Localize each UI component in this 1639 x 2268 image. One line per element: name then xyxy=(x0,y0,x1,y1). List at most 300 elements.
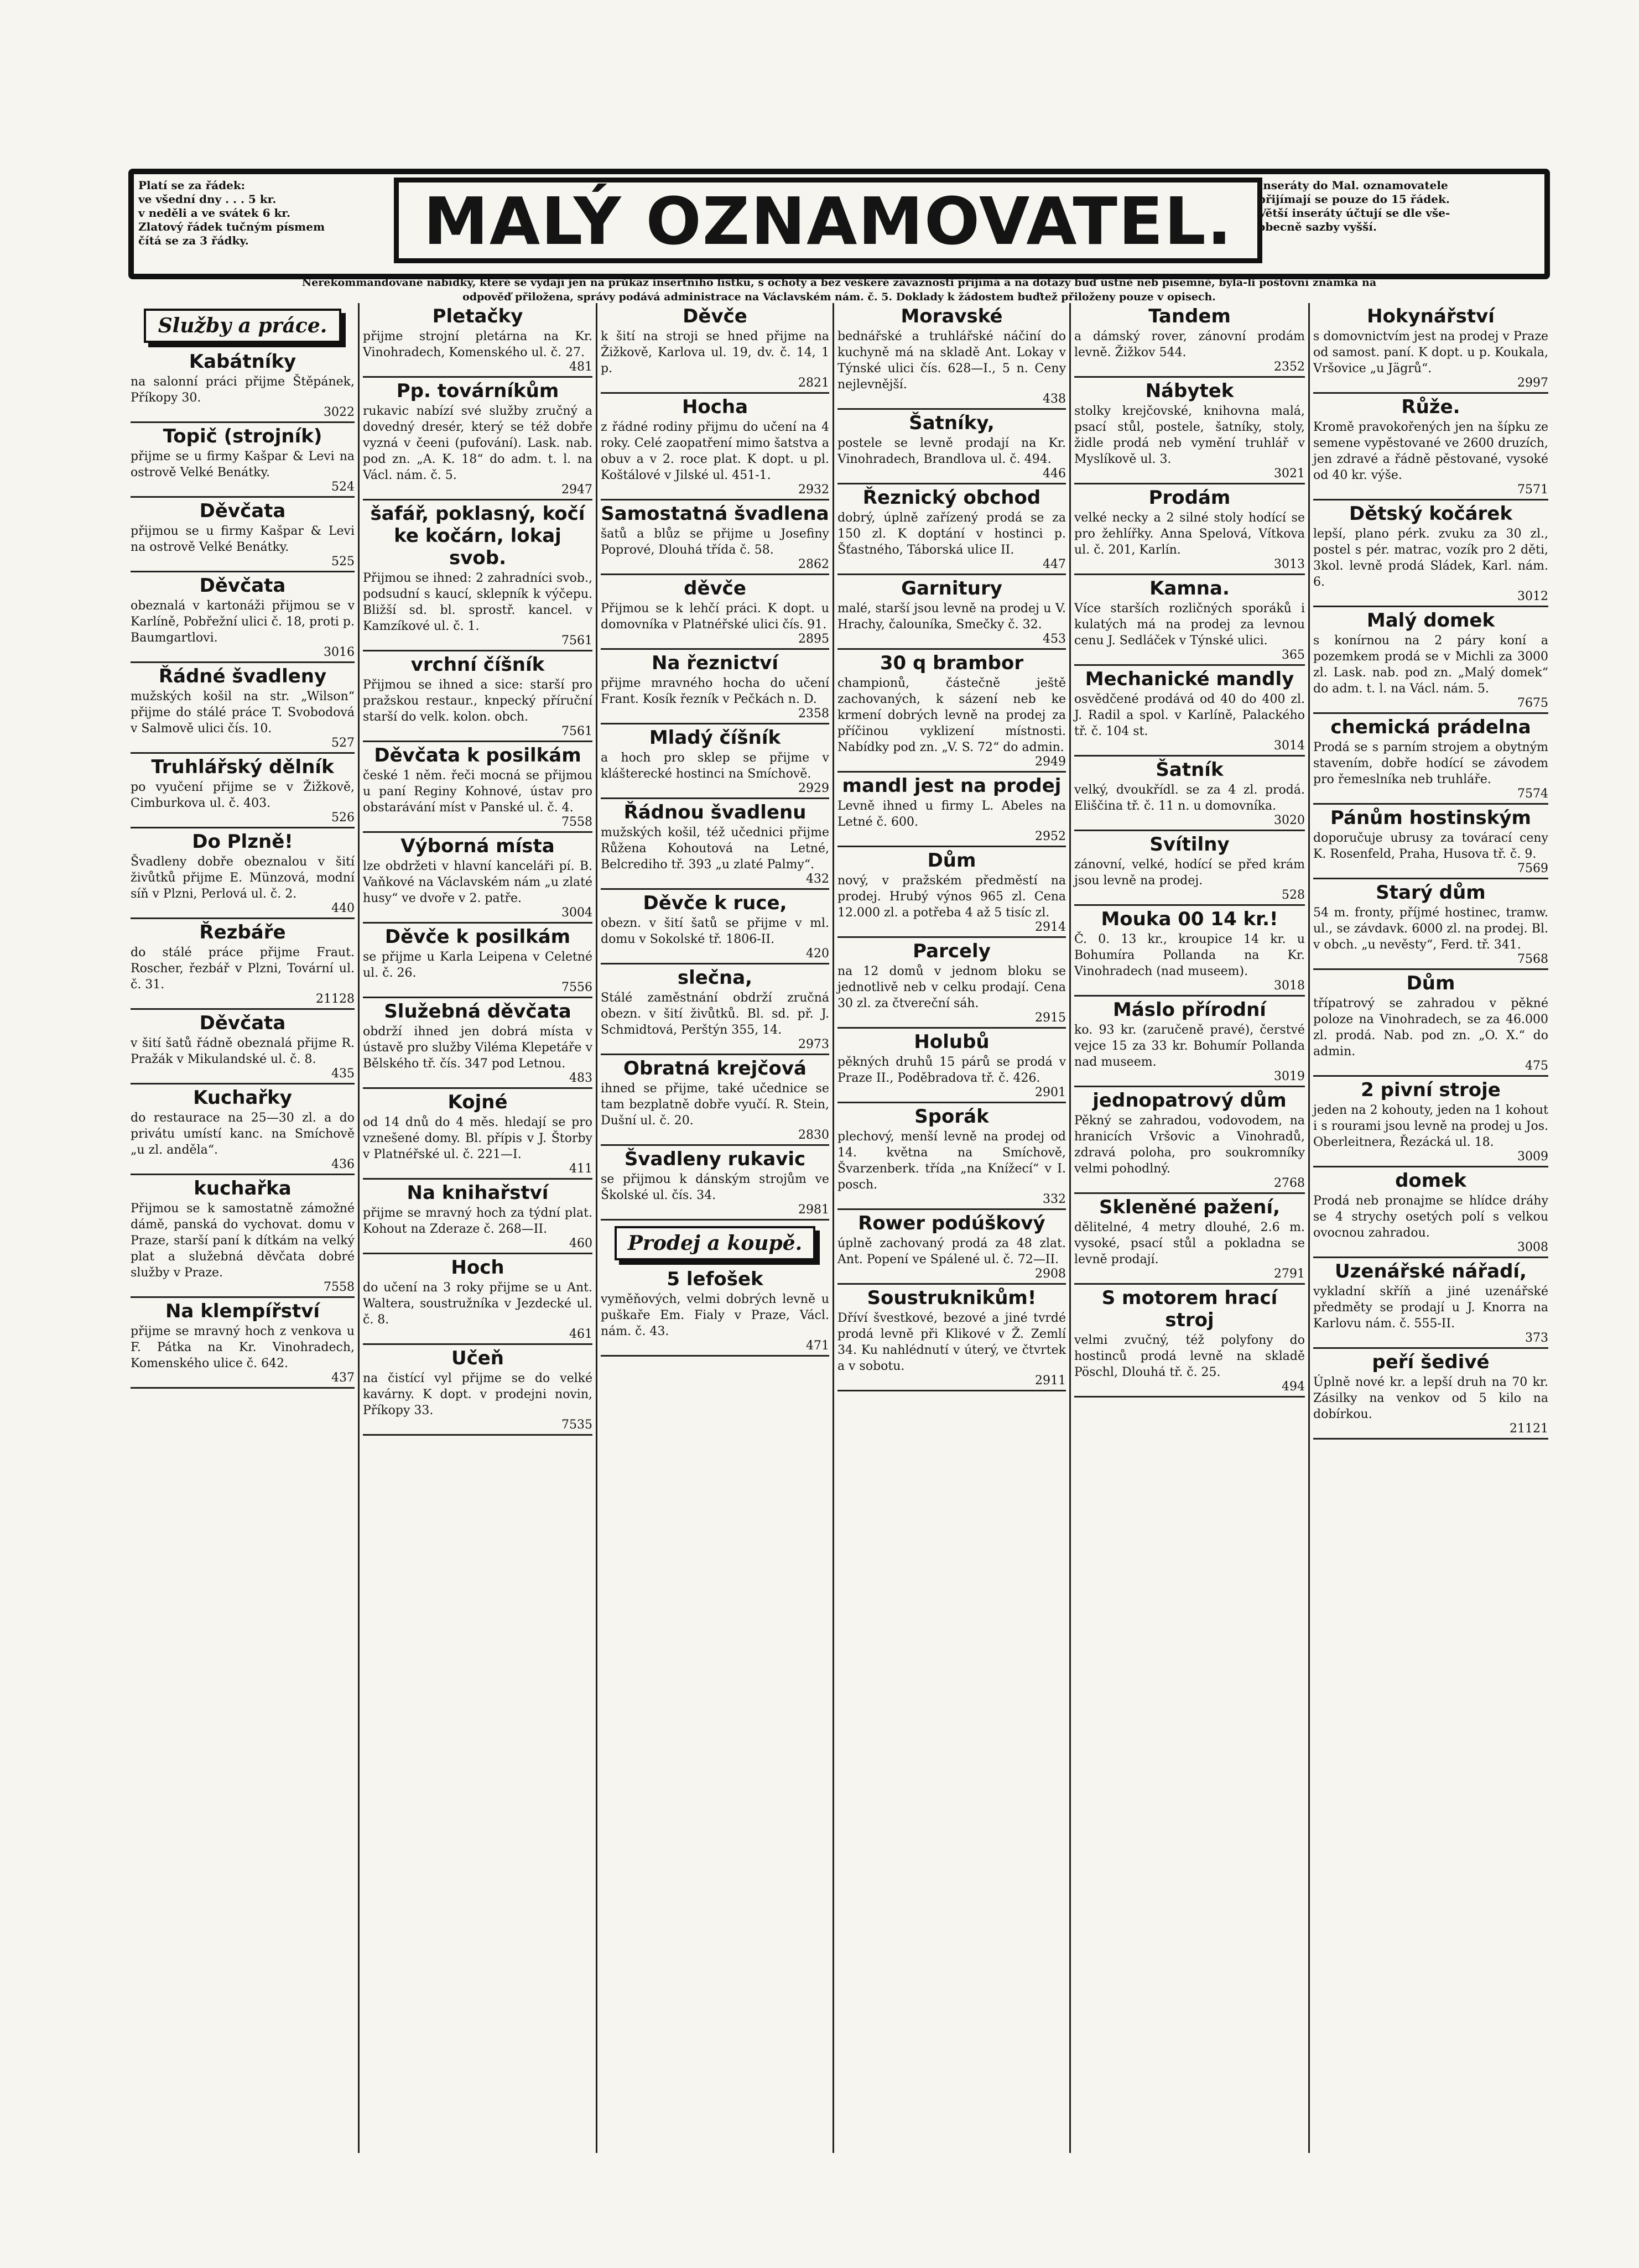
ad-headline: Moravské xyxy=(901,305,1003,327)
ad-number: 447 xyxy=(1043,557,1066,571)
classified-ad xyxy=(1313,607,1548,714)
ad-text: bednářské a truhlářské náčiní do kuchyně má na skladě Ant. Lokay v Týnské ulici čís. 628—I., 5 n. Ceny nejlevnější. xyxy=(837,330,1066,392)
ad-headline: Kuchařky xyxy=(193,1087,292,1109)
ad-number: 2915 xyxy=(1035,1011,1066,1025)
ad-number: 7556 xyxy=(561,981,592,994)
ad-headline: Řezbáře xyxy=(199,921,286,943)
classified-ad xyxy=(131,919,355,1010)
ad-number: 7558 xyxy=(324,1280,355,1294)
ad-number: 527 xyxy=(331,736,355,750)
ad-headline: Malý domek xyxy=(1366,609,1495,632)
ad-text: Více starších rozličných sporáků i kulatých má na prodej za levnou cenu J. Sedláček v Týnské ulici. xyxy=(1074,602,1305,648)
ad-number: 475 xyxy=(1525,1059,1548,1073)
classified-ad xyxy=(1313,1167,1548,1258)
classified-ad xyxy=(1074,831,1305,906)
classified-ad xyxy=(1074,1087,1305,1194)
header-box xyxy=(128,169,1550,279)
ad-headline: Na řeznictví xyxy=(652,652,778,674)
ad-headline: Děvče k ruce, xyxy=(643,892,787,914)
ad-headline: chemická prádelna xyxy=(1330,716,1531,738)
ad-headline: Mouka 00 14 kr.! xyxy=(1101,908,1278,930)
ad-headline: Na klempířství xyxy=(165,1300,320,1322)
ad-column xyxy=(597,303,834,2153)
ad-number: 7675 xyxy=(1517,696,1548,710)
ad-number: 2352 xyxy=(1274,360,1305,374)
classified-ad xyxy=(1074,378,1305,484)
ad-number: 3022 xyxy=(324,405,355,419)
classified-ad xyxy=(601,799,829,890)
classified-ad xyxy=(601,1055,829,1146)
ad-text: na čistící vyl přijme se do velké kavárny. K dopt. v prodejni novin, Příkopy 33. xyxy=(363,1372,592,1417)
ad-text: do restaurace na 25—30 zl. a do privátu umístí kanc. na Smíchově „u zl. anděla“. xyxy=(131,1111,355,1157)
rules-line: Inseráty do Mal. oznamovatele xyxy=(1258,179,1448,192)
classified-ad xyxy=(1313,500,1548,607)
ad-number: 483 xyxy=(569,1071,592,1085)
price-line: Zlatový řádek tučným písmem xyxy=(138,220,325,233)
ad-text: ihned se přijme, také učednice se tam bezplatně dobře vyučí. R. Stein, Dušní ul. č. 20. xyxy=(601,1082,829,1128)
ad-headline: Topič (strojník) xyxy=(163,425,322,447)
ad-headline: slečna, xyxy=(677,967,753,989)
classified-ad xyxy=(131,348,355,423)
ad-number: 7571 xyxy=(1517,483,1548,497)
ad-text: malé, starší jsou levně na prodej u V. Hrachy, čalouníka, Smečky č. 32. xyxy=(837,602,1066,632)
classified-ad xyxy=(1313,714,1548,805)
ad-number: 2895 xyxy=(798,632,829,646)
ad-number: 3018 xyxy=(1274,979,1305,993)
ad-text: Č. 0. 13 kr., kroupice 14 kr. u Bohumíra Pollanda na Kr. Vinohradech (nad museem). xyxy=(1074,932,1305,978)
price-line: ve všední dny . . . 5 kr. xyxy=(138,192,277,206)
ad-number: 2908 xyxy=(1035,1267,1066,1281)
classified-ad xyxy=(837,1103,1066,1210)
classified-ad xyxy=(837,847,1066,938)
ad-text: z řádné rodiny přijmu do učení na 4 roky. Celé zaopatření mimo šatstva a obuv a v 2. roce plat. K dopt. u pl. Koštálové v Jilské ul. 451-1. xyxy=(601,420,829,482)
price-line: Platí se za řádek: xyxy=(138,179,246,192)
classified-ad xyxy=(131,754,355,828)
classified-ad xyxy=(1313,1349,1548,1440)
classified-ad xyxy=(837,1029,1066,1103)
ad-text: k šití na stroji se hned přijme na Žižkově, Karlova ul. 19, dv. č. 14, 1 p. xyxy=(601,330,829,376)
ad-headline: Sporák xyxy=(914,1106,989,1128)
header-price-box xyxy=(138,179,382,248)
ad-number: 2901 xyxy=(1035,1086,1066,1099)
ad-headline: Řeznický obchod xyxy=(862,487,1041,509)
classified-ad xyxy=(363,378,592,500)
ad-number: 3008 xyxy=(1517,1240,1548,1254)
ad-number: 494 xyxy=(1282,1380,1305,1394)
ad-text: obdrží ihned jen dobrá místa v ústavě pro služby Viléma Klepetáře v Bělského tř. čís. 347 pod Letnou. xyxy=(363,1025,592,1071)
ad-number: 2358 xyxy=(798,707,829,721)
ad-headline: Skleněné pažení, xyxy=(1099,1196,1281,1218)
ad-headline: 30 q brambor xyxy=(880,652,1024,674)
ad-headline: Děvčata xyxy=(199,1012,286,1034)
ad-number: 446 xyxy=(1043,467,1066,481)
ad-number: 3009 xyxy=(1517,1150,1548,1164)
ad-text: se přijmou k dánským strojům ve Školské ul. čís. 34. xyxy=(601,1172,829,1202)
classified-ad xyxy=(363,1180,592,1254)
ad-number: 525 xyxy=(331,555,355,569)
ad-number: 2768 xyxy=(1274,1176,1305,1190)
classified-ad xyxy=(1074,997,1305,1087)
classified-ad xyxy=(837,575,1066,650)
classified-ad xyxy=(131,1010,355,1085)
ad-number: 432 xyxy=(806,872,829,886)
classified-ad xyxy=(1074,906,1305,997)
ad-number: 2791 xyxy=(1274,1267,1305,1281)
ad-headline: Samostatná švadlena xyxy=(601,503,829,525)
ad-number: 7535 xyxy=(561,1418,592,1432)
ad-number: 3013 xyxy=(1274,557,1305,571)
classified-ad xyxy=(131,663,355,754)
ad-text: velké necky a 2 silné stoly hodící se pro žehlířky. Anna Spelová, Vítkova ul. č. 201, Karlín. xyxy=(1074,511,1305,557)
ad-text: velký, dvoukřídl. se za 4 zl. prodá. Eliščina tř. č. 11 n. u domovníka. xyxy=(1074,783,1305,813)
ad-text: a dámský rover, zánovní prodám levně. Žižkov 544. xyxy=(1074,330,1305,359)
ad-text: na 12 domů v jednom bloku se jednotlivě neb v celku prodají. Cena 30 zl. za čtvereční sáh. xyxy=(837,964,1066,1010)
ad-headline: Děvče xyxy=(683,305,747,327)
ad-text: v šití šatů řádně obeznalá přijme R. Pražák v Mikulandské ul. č. 8. xyxy=(131,1036,355,1066)
classified-ad xyxy=(837,938,1066,1029)
ad-number: 7558 xyxy=(561,815,592,829)
ad-headline: 5 lefošek xyxy=(667,1268,763,1290)
ad-text: třípatrový se zahradou v pěkné poloze na Vinohradech, se za 46.000 zl. prodá. Nab. pod zn. „O. X.“ do admin. xyxy=(1313,997,1548,1059)
ad-text: přijme se mravný hoch z venkova u F. Pátka na Kr. Vinohradech, Komenského ulice č. 642. xyxy=(131,1325,355,1370)
ad-headline: Děvčata xyxy=(199,500,286,522)
section-heading-sales: Prodej a koupě. xyxy=(615,1226,815,1260)
ad-number: 2929 xyxy=(798,781,829,795)
ad-text: po vyučení přijme se v Žižkově, Cimburkova ul. č. 403. xyxy=(131,780,355,810)
ad-text: dobrý, úplně zařízený prodá se za 150 zl. K doptání v hostinci p. Šťastného, Táborská ulice II. xyxy=(837,511,1066,557)
ad-text: ko. 93 kr. (zaručeně pravé), čerstvé vejce 15 za 33 kr. Bohumír Pollanda nad museem. xyxy=(1074,1023,1305,1069)
classified-ad xyxy=(1074,666,1305,757)
classified-ad xyxy=(601,575,829,650)
ad-number: 420 xyxy=(806,947,829,961)
classified-ad xyxy=(363,303,592,378)
ad-headline: Pletačky xyxy=(432,305,523,327)
ad-number: 461 xyxy=(569,1327,592,1341)
ad-text: šatů a blůz se přijme u Josefiny Poprové, Dlouhá třída č. 58. xyxy=(601,527,829,557)
ad-headline: domek xyxy=(1395,1170,1466,1192)
ad-number: 2830 xyxy=(798,1128,829,1142)
ad-number: 2973 xyxy=(798,1037,829,1051)
ad-headline: Kamna. xyxy=(1149,577,1230,599)
classified-ad xyxy=(1074,1285,1305,1398)
ad-text: jeden na 2 kohouty, jeden na 1 kohout i s rourami jsou levně na prodej u Jos. Oberleitnera, Řezácká ul. 18. xyxy=(1313,1103,1548,1149)
ad-headline: Šatník xyxy=(1156,759,1224,781)
ad-headline: Do Plzně! xyxy=(192,831,293,853)
ad-headline: Nábytek xyxy=(1145,380,1234,402)
ad-number: 21128 xyxy=(316,992,355,1006)
ad-number: 440 xyxy=(331,901,355,915)
ad-headline: Soustruknikům! xyxy=(867,1287,1037,1309)
classified-ad xyxy=(601,1146,829,1221)
ad-number: 3012 xyxy=(1517,590,1548,603)
ad-number: 411 xyxy=(569,1162,592,1176)
ad-text: rukavic nabízí své služby zručný a dovedný dresér, který se též dobře vyzná v čeeni (pufování). Lask. nab. pod zn. „A. K. 18“ do adm. t. l. na Václ. nám. č. 5. xyxy=(363,404,592,482)
ad-number: 437 xyxy=(331,1371,355,1385)
ad-headline: S motorem hrací stroj xyxy=(1101,1287,1278,1331)
classified-ad xyxy=(1313,1077,1548,1167)
ad-number: 3016 xyxy=(324,645,355,659)
classified-ad xyxy=(601,500,829,575)
ad-headline: Dům xyxy=(927,849,976,872)
ad-number: 7561 xyxy=(561,724,592,738)
ad-text: přijme strojní pletárna na Kr. Vinohradech, Komenského ul. č. 27. xyxy=(363,330,592,359)
ad-headline: Garnitury xyxy=(901,577,1002,599)
classified-ad xyxy=(601,724,829,799)
ad-text: na salonní práci přijme Štěpánek, Příkopy 30. xyxy=(131,375,355,405)
ad-headline: Služebná děvčata xyxy=(384,1000,571,1023)
ad-headline: Pp. továrníkům xyxy=(396,380,559,402)
classified-ad xyxy=(837,484,1066,575)
classified-ad xyxy=(131,1085,355,1175)
ad-number: 481 xyxy=(569,360,592,374)
ad-number: 21121 xyxy=(1510,1422,1548,1436)
rules-line: Větší inseráty účtují se dle vše- xyxy=(1258,206,1450,220)
ad-headline: Výborná místa xyxy=(400,835,555,857)
ad-number: 438 xyxy=(1043,392,1066,406)
classified-ad xyxy=(1074,484,1305,575)
ad-text: Kromě pravokořených jen na šípku ze semene vypěstované ve 2600 druzích, jen zdravé a řádně pěstované, vysoké od 40 kr. výše. xyxy=(1313,420,1548,482)
ad-number: 3019 xyxy=(1274,1070,1305,1083)
ad-number: 7569 xyxy=(1517,862,1548,875)
ad-text: doporučuje ubrusy za továrací ceny K. Rosenfeld, Praha, Husova tř. č. 9. xyxy=(1313,831,1548,861)
ad-headline: Dům xyxy=(1406,972,1455,994)
ad-headline: vrchní číšník xyxy=(410,654,545,676)
ad-headline: Starý dům xyxy=(1376,882,1486,904)
classified-ad xyxy=(363,1254,592,1345)
section-heading-services: Služby a práce. xyxy=(144,309,341,343)
ad-number: 471 xyxy=(806,1339,829,1353)
price-line: čítá se za 3 řádky. xyxy=(138,234,249,247)
ad-headline: 2 pivní stroje xyxy=(1361,1079,1501,1101)
ad-number: 2911 xyxy=(1035,1374,1066,1388)
ad-text: 54 m. fronty, příjmé hostinec, tramw. ul., se závdavk. 6000 zl. na prodej. Bl. v obch. „u nevěsty“, Ferd. tř. 341. xyxy=(1313,906,1548,952)
classified-ad xyxy=(363,998,592,1089)
ad-text: přijme se u firmy Kašpar & Levi na ostrově Velké Benátky. xyxy=(131,450,355,479)
ad-headline: mandl jest na prodej xyxy=(842,775,1062,797)
classified-ad xyxy=(1074,1194,1305,1285)
classified-ad xyxy=(1313,1258,1548,1349)
ad-text: obezn. v šití šatů se přijme v ml. domu v Sokolské tř. 1806-II. xyxy=(601,916,829,946)
classified-ad xyxy=(1074,303,1305,378)
classified-ad xyxy=(131,1175,355,1298)
ad-headline: Kojné xyxy=(448,1091,508,1113)
ad-headline: Švadleny rukavic xyxy=(624,1148,806,1170)
ad-number: 7574 xyxy=(1517,787,1548,801)
ad-number: 7561 xyxy=(561,634,592,648)
classified-ad xyxy=(131,498,355,572)
ad-number: 2981 xyxy=(798,1203,829,1217)
ad-headline: Tandem xyxy=(1148,305,1231,327)
ad-text: vyměňových, velmi dobrých levně u puškaře Em. Fialy v Praze, Václ. nám. č. 43. xyxy=(601,1292,829,1338)
rules-line: přijímají se pouze do 15 řádek. xyxy=(1258,192,1450,206)
ad-number: 453 xyxy=(1043,632,1066,646)
ad-headline: Parcely xyxy=(913,940,991,962)
ad-headline: Mladý číšník xyxy=(649,727,781,749)
ad-column xyxy=(1310,303,1552,2153)
ad-headline: Pánům hostinským xyxy=(1330,807,1531,829)
ad-number: 3021 xyxy=(1274,467,1305,481)
ad-text: zánovní, velké, hodící se před krám jsou levně na prodej. xyxy=(1074,858,1305,888)
ad-headline: Hoch xyxy=(451,1256,504,1279)
ad-headline: Děvčata k posilkám xyxy=(374,744,581,767)
classified-ad xyxy=(363,924,592,998)
ad-headline: Učeň xyxy=(451,1347,504,1369)
ad-headline: Truhlářský dělník xyxy=(151,756,334,778)
ad-number: 436 xyxy=(331,1158,355,1171)
ad-text: dělitelné, 4 metry dlouhé, 2.6 m. vysoké, psací stůl a pokladna se levně prodají. xyxy=(1074,1221,1305,1266)
classified-ad xyxy=(1074,575,1305,666)
ad-headline: Dětský kočárek xyxy=(1349,503,1512,525)
classified-ad xyxy=(837,773,1066,847)
ad-headline: peří šedivé xyxy=(1372,1351,1490,1373)
ad-number: 2821 xyxy=(798,376,829,390)
notice-line: Nerekommandované nabídky, které se vydají jen na průkaz insertního lístku, s ochoty a bez veškeré závaznosti přijímá a na dotazy buď ústně neb písemně, byla-li poštovní známka na xyxy=(301,277,1377,289)
ad-number: 460 xyxy=(569,1237,592,1250)
ad-headline: Hokynářství xyxy=(1367,305,1495,327)
ad-text: postele se levně prodají na Kr. Vinohradech, Brandlova ul. č. 494. xyxy=(837,436,1066,466)
ad-text: Přijmou se k lehčí práci. K dopt. u domovníka v Platnéřské ulici čís. 91. xyxy=(601,602,829,632)
ad-headline: Hocha xyxy=(681,396,748,418)
ad-text: plechový, menší levně na prodej od 14. května na Smíchově, Švarzenberk. třída „na Knížecí“ v I. posch. xyxy=(837,1130,1066,1192)
ad-text: mužských košil na str. „Wilson“ přijme do stálé práce T. Svobodová v Salmově ulici čís. 10. xyxy=(131,690,355,736)
classified-ad xyxy=(363,500,592,651)
classified-ad xyxy=(837,303,1066,410)
classified-ad xyxy=(1313,879,1548,970)
classified-ad xyxy=(363,1345,592,1436)
ad-text: Přijmou se ihned: 2 zahradníci svob., podsudní s kaucí, sklepník k výčepu. Bližší sd. bl. sprostř. kancel. v Kamzíkové ul. č. 1. xyxy=(363,571,592,633)
classified-ad xyxy=(601,303,829,394)
ad-headline: jednopatrový dům xyxy=(1092,1089,1287,1112)
ad-number: 7568 xyxy=(1517,952,1548,966)
ad-text: stolky krejčovské, knihovna malá, psací stůl, postele, šatníky, stoly, židle prodá neb vymění truhlář v Myslíkově ul. 3. xyxy=(1074,404,1305,466)
ad-text: úplně zachovaný prodá za 48 zlat. Ant. Popení ve Spálené ul. č. 72—II. xyxy=(837,1237,1066,1266)
ad-text: Přijmou se ihned a sice: starší pro pražskou restaur., knpecký příruční starší do velk. kolon. obch. xyxy=(363,678,592,724)
ad-column xyxy=(360,303,597,2153)
ad-text: mužských košil, též učednici přijme Růžena Kohoutová na Letné, Belcrediho tř. 393 „u zlaté Palmy“. xyxy=(601,826,829,872)
ads-columns xyxy=(127,303,1552,2153)
classified-ad xyxy=(363,833,592,924)
classified-ad xyxy=(837,1210,1066,1285)
ad-column xyxy=(127,303,360,2153)
classified-ad xyxy=(1313,303,1548,394)
ad-number: 435 xyxy=(331,1067,355,1081)
ad-text: s domovnictvím jest na prodej v Praze od samost. paní. K dopt. u p. Koukala, Vršovice „u Jägrů“. xyxy=(1313,330,1548,376)
ad-headline: Uzenářské nářadí, xyxy=(1335,1260,1527,1282)
header-notice xyxy=(128,275,1550,304)
ad-column xyxy=(1071,303,1310,2153)
ad-text: se přijme u Karla Leipena v Celetné ul. č. 26. xyxy=(363,950,592,980)
ad-headline: kuchařka xyxy=(194,1177,292,1200)
classified-ad xyxy=(601,1266,829,1357)
classified-ad xyxy=(1074,757,1305,831)
ad-headline: Na knihařství xyxy=(407,1182,549,1204)
ad-text: Stálé zaměstnání obdrží zručná obezn. v šití živůtků. Bl. sd. př. J. Schmidtová, Perštýn 355, 14. xyxy=(601,991,829,1037)
ad-text: Úplně nové kr. a lepší druh na 70 kr. Zásilky na venkov od 5 kilo na dobírkou. xyxy=(1313,1375,1548,1421)
ad-text: Levně ihned u firmy L. Abeles na Letné č. 600. xyxy=(837,799,1066,829)
ad-text: Dříví švestkové, bezové a jiné tvrdé prodá levně při Klikové v Ž. Zemlí 34. Ku nahlédnutí v úterý, ve čtvrtek a v sobotu. xyxy=(837,1311,1066,1373)
ad-text: do učení na 3 roky přijme se u Ant. Waltera, soustružníka v Jezdecké ul. č. 8. xyxy=(363,1281,592,1327)
ad-text: obeznalá v kartonáži přijmou se v Karlíně, Pobřežní ulici č. 18, proti p. Baumgartlovi. xyxy=(131,599,355,645)
ad-headline: Prodám xyxy=(1148,487,1231,509)
ad-headline: Šatníky, xyxy=(909,412,995,434)
classified-ad xyxy=(131,423,355,498)
page-title: MALÝ OZNAMOVATEL. xyxy=(394,178,1262,263)
ad-headline: Holubů xyxy=(914,1031,990,1053)
ad-number: 373 xyxy=(1525,1331,1548,1345)
ad-headline: Děvče k posilkám xyxy=(384,926,571,948)
ad-text: Pěkný se zahradou, vodovodem, na hranicích Vršovic a Vinohradů, zdravá poloha, pro soukromníky velmi pohodlný. xyxy=(1074,1114,1305,1176)
ad-text: od 14 dnů do 4 měs. hledají se pro vznešené domy. Bl. přípis v J. Štorby v Platnéřské ul. č. 221—I. xyxy=(363,1115,592,1161)
classified-ad xyxy=(601,394,829,500)
ad-headline: děvče xyxy=(684,577,746,599)
classified-ad xyxy=(363,651,592,742)
ad-text: velmi zvučný, též polyfony do hostinců prodá levně na skladě Pöschl, Dlouhá tř. č. 25. xyxy=(1074,1333,1305,1379)
classified-ad xyxy=(131,1298,355,1389)
ad-headline: Máslo přírodní xyxy=(1113,999,1266,1021)
ad-number: 3014 xyxy=(1274,739,1305,753)
classified-ad xyxy=(601,650,829,724)
ad-text: Švadleny dobře obeznalou v šití živůtků přijme E. Münzová, modní síň v Plzni, Perlová ul. č. 2. xyxy=(131,855,355,901)
ad-text: s konírnou na 2 páry koní a pozemkem prodá se v Michli za 3000 zl. Lask. nab. pod zn. „Malý domek“ do adm. t. l. na Václ. nám. 5. xyxy=(1313,634,1548,696)
classified-ad xyxy=(837,650,1066,773)
ad-headline: Rower podúškový xyxy=(858,1212,1045,1234)
ad-headline: Řádné švadleny xyxy=(158,665,327,687)
classified-ad xyxy=(363,1089,592,1180)
ad-text: championů, částečně ještě zachovaných, k sázení neb ke krmení dobrých levně na prodej za příčinou vyklizení místnosti. Nabídky pod zn. „V. S. 72“ do admin. xyxy=(837,676,1066,754)
ad-text: a hoch pro sklep se přijme v klášterecké hostinci na Smíchově. xyxy=(601,751,829,781)
ad-number: 2914 xyxy=(1035,920,1066,934)
ad-number: 524 xyxy=(331,480,355,494)
ad-text: nový, v pražském předměstí na prodej. Hrubý výnos 965 zl. Cena 12.000 zl. a potřeba 4 až 5 tisíc zl. xyxy=(837,874,1066,920)
ad-headline: Mechanické mandly xyxy=(1085,668,1294,690)
ad-column xyxy=(834,303,1071,2153)
classified-ad xyxy=(131,828,355,919)
ad-text: pěkných druhů 15 párů se prodá v Praze II., Poděbradova tř. č. 426. xyxy=(837,1055,1066,1085)
classified-ad xyxy=(1313,970,1548,1077)
ad-text: přijme se mravný hoch za týdní plat. Kohout na Zderaze č. 268—II. xyxy=(363,1206,592,1236)
notice-line: odpověď přiložena, správy podává administrace na Václavském nám. č. 5. Doklady k žádostem buďtež přiloženy pouze v opisech. xyxy=(462,291,1216,303)
rules-line: obecně sazby vyšší. xyxy=(1258,220,1377,233)
ad-text: vykladní skříň a jiné uzenářské předměty se prodají u J. Knorra na Karlovu nám. č. 555-II. xyxy=(1313,1285,1548,1331)
ad-text: lze obdržeti v hlavní kanceláři pí. B. Vaňkové na Václavském nám „u zlaté husy“ ve dvoře v 2. patře. xyxy=(363,859,592,905)
ad-number: 528 xyxy=(1282,888,1305,902)
ad-headline: Růže. xyxy=(1401,396,1460,418)
ad-text: přijme mravného hocha do učení Frant. Kosík řezník v Pečkách n. D. xyxy=(601,676,829,706)
header-rules-box xyxy=(1258,179,1540,234)
ad-number: 332 xyxy=(1043,1192,1066,1206)
price-line: v neděli a ve svátek 6 kr. xyxy=(138,206,290,220)
ad-text: přijmou se u firmy Kašpar & Levi na ostrově Velké Benátky. xyxy=(131,524,355,554)
ad-headline: Kabátníky xyxy=(189,351,296,373)
classified-ad xyxy=(837,410,1066,484)
ad-headline: Svítilny xyxy=(1149,833,1230,856)
ad-text: osvědčené prodává od 40 do 400 zl. J. Radil a spol. v Karlíně, Palackého tř. č. 104 st. xyxy=(1074,692,1305,738)
ad-text: české 1 něm. řeči mocná se přijmou u paní Reginy Kohnové, ústav pro obstarávání míst v Panské ul. č. 4. xyxy=(363,769,592,815)
classified-ad xyxy=(837,1285,1066,1391)
ad-number: 2949 xyxy=(1035,755,1066,769)
ad-number: 2997 xyxy=(1517,376,1548,390)
ad-text: Prodá se s parním strojem a obytným stavením, dobře hodící se závodem pro řemeslníka neb truhláře. xyxy=(1313,741,1548,786)
ad-number: 526 xyxy=(331,811,355,825)
ad-number: 365 xyxy=(1282,648,1305,662)
classified-ad xyxy=(601,964,829,1055)
ad-text: do stálé práce přijme Fraut. Roscher, řezbář v Plzni, Tovární ul. č. 31. xyxy=(131,946,355,992)
ad-headline: šafář, poklasný, kočí ke kočárn, lokaj svob. xyxy=(370,503,585,569)
ad-number: 2932 xyxy=(798,483,829,497)
ad-number: 2952 xyxy=(1035,830,1066,843)
classified-ad xyxy=(363,742,592,833)
ad-headline: Obratná krejčová xyxy=(623,1057,807,1080)
